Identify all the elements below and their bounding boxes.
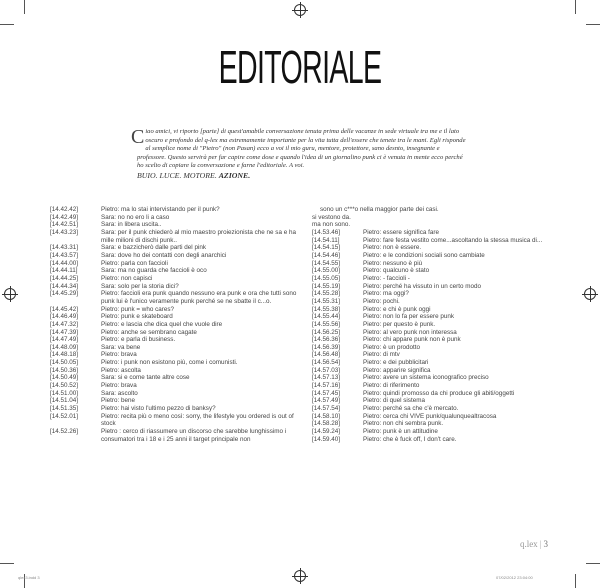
chat-line <box>312 329 544 337</box>
chat-line <box>50 344 308 352</box>
footer-brand: q.lex <box>519 539 538 549</box>
chat-message: Pietro: di quel sistema <box>363 397 425 405</box>
chat-timestamp: [14.54.15] <box>312 244 341 252</box>
chat-line <box>50 351 308 359</box>
chat-line <box>50 367 308 375</box>
crop-mark <box>24 0 25 14</box>
chat-line <box>312 374 544 382</box>
continued-text <box>312 206 544 229</box>
crop-mark <box>0 24 14 25</box>
chat-timestamp: [14.45.42] <box>50 305 79 313</box>
chat-message: Sara: in libera uscita.. <box>101 221 162 229</box>
chat-timestamp: [14.50.36] <box>50 366 79 374</box>
chat-message: Pietro: apparire significa <box>363 366 431 374</box>
chat-message: Pietro: e parla di business. <box>101 336 176 344</box>
chat-line <box>50 206 308 214</box>
chat-timestamp: [14.48.18] <box>50 351 79 359</box>
chat-line <box>312 397 544 405</box>
chat-timestamp: [14.45.29] <box>50 290 79 298</box>
chat-line <box>50 382 308 390</box>
chat-line <box>50 306 308 314</box>
chat-line <box>312 336 544 344</box>
chat-line <box>312 283 544 291</box>
chat-timestamp: [14.44.25] <box>50 274 79 282</box>
chat-line <box>50 244 308 252</box>
chat-timestamp: [14.52.26] <box>50 428 79 436</box>
chat-message: Pietro: recita più o meno così: sorry, the lifestyle you ordered is out of stock <box>101 412 294 428</box>
chat-line <box>50 359 308 367</box>
chat-timestamp: [14.48.09] <box>50 343 79 351</box>
chat-line <box>312 237 544 245</box>
crop-mark <box>575 0 576 14</box>
chat-line <box>312 436 544 444</box>
chat-line <box>50 252 308 260</box>
chat-timestamp: [14.55.00] <box>312 267 341 275</box>
chat-timestamp: [14.42.49] <box>50 213 79 221</box>
chat-line <box>312 359 544 367</box>
page-footer <box>520 539 548 549</box>
chat-timestamp: [14.44.34] <box>50 282 79 290</box>
chat-timestamp: [14.54.11] <box>312 236 340 244</box>
chat-timestamp: [14.50.52] <box>50 382 79 390</box>
chat-message: Pietro: essere significa fare <box>363 228 439 236</box>
chat-message: Pietro: hai visto l'ultimo pezzo di banksy? <box>101 405 216 413</box>
chat-timestamp: [14.54.55] <box>312 259 341 267</box>
chat-line <box>50 413 308 428</box>
chat-line <box>50 374 308 382</box>
chat-message: Pietro: - faccioli - <box>363 274 410 282</box>
crop-mark <box>586 24 600 25</box>
registration-mark-icon <box>294 570 306 582</box>
chat-timestamp: [14.58.10] <box>312 412 341 420</box>
chat-message: Pietro: non lo fa per essere punk <box>363 313 455 321</box>
chat-timestamp: [14.43.31] <box>50 244 79 252</box>
chat-timestamp: [14.47.49] <box>50 336 79 344</box>
drop-cap: C <box>131 126 145 148</box>
intro-paragraph <box>131 126 467 181</box>
chat-line <box>312 252 544 260</box>
chat-timestamp: [14.56.36] <box>312 336 341 344</box>
chat-message: Pietro: qualcuno è stato <box>363 267 430 275</box>
chat-line <box>50 428 308 443</box>
chat-timestamp: [14.57.45] <box>312 389 341 397</box>
chat-message: Pietro: è un prodotto <box>363 343 421 351</box>
chat-timestamp: [14.59.40] <box>312 435 341 443</box>
chat-line <box>312 313 544 321</box>
chat-message: Pietro: nessuno è più <box>363 259 423 267</box>
chat-message: Sara: va bene <box>101 343 141 351</box>
chat-timestamp: [14.57.16] <box>312 382 341 390</box>
chat-message: Sara: solo per la storia dici? <box>101 282 179 290</box>
chat-message: Pietro: punk è un attitudine <box>363 428 438 436</box>
chat-message: Pietro: non capisci <box>101 274 153 282</box>
chat-message: Pietro: non chi sembra punk. <box>363 420 444 428</box>
chat-timestamp: [14.50.05] <box>50 359 79 367</box>
chat-line <box>50 260 308 268</box>
chat-message: Pietro: brava <box>101 351 137 359</box>
chat-line <box>312 382 544 390</box>
chat-line <box>312 275 544 283</box>
chat-timestamp: [14.56.25] <box>312 328 341 336</box>
chat-message: Pietro: ascolta <box>101 366 141 374</box>
chat-timestamp: [14.51.35] <box>50 405 79 413</box>
chat-line <box>312 367 544 375</box>
chat-message: Pietro: cerca chi VIVE punk/qualunquealtracosa <box>363 412 497 420</box>
chat-line <box>312 229 544 237</box>
chat-message: Pietro: avere un sistema iconografico preciso <box>363 374 489 382</box>
chat-message: Pietro: fare festa vestito come...ascoltando la stessa musica di... <box>363 236 543 244</box>
chat-timestamp: [14.46.49] <box>50 313 79 321</box>
chat-timestamp: [14.44.11] <box>50 267 78 275</box>
chat-message: Pietro: e dei pubblicitari <box>363 359 429 367</box>
chat-message: Pietro: punk e skateboard <box>101 313 173 321</box>
chat-timestamp: [14.56.48] <box>312 351 341 359</box>
chat-line <box>312 244 544 252</box>
chat-message: Sara: si e come tante altre cose <box>101 374 190 382</box>
chat-timestamp: [14.47.39] <box>50 328 79 336</box>
chat-message: Sara: dove ho dei contatti con degli anarchici <box>101 251 227 259</box>
intro-tagline <box>137 172 467 181</box>
slug-left: qlex3.indd 3 <box>18 575 40 580</box>
chat-message: Pietro: e chi è punk oggi <box>363 305 431 313</box>
chat-timestamp: [14.42.51] <box>50 221 79 229</box>
chat-line <box>312 390 544 398</box>
crop-mark <box>575 574 576 588</box>
chat-line <box>50 283 308 291</box>
chat-line <box>312 405 544 413</box>
chat-timestamp: [14.55.56] <box>312 320 341 328</box>
chat-message: Sara: ascolto <box>101 389 138 397</box>
chat-line <box>50 329 308 337</box>
chat-line <box>312 267 544 275</box>
chat-message: Pietro: chi appare punk non è punk <box>363 336 461 344</box>
chat-message: Pietro: perché sa che c'è mercato. <box>363 405 459 413</box>
chat-timestamp: [14.57.54] <box>312 405 341 413</box>
chat-message: Sara: e bazzicherò dalle parti del pink <box>101 244 207 252</box>
chat-message: Pietro: parla con faccioli <box>101 259 168 267</box>
chat-line <box>312 420 544 428</box>
chat-message: Pietro: bene <box>101 397 135 405</box>
chat-message: Pietro: quindi promosso da chi produce gli abiti/oggetti <box>363 389 515 397</box>
chat-message: Pietro: al vero punk non interessa <box>363 328 457 336</box>
chat-line <box>50 229 308 244</box>
chat-timestamp: [14.51.04] <box>50 397 79 405</box>
tagline-a: BUIO. LUCE. MOTORE. <box>137 170 217 180</box>
chat-timestamp: [14.43.57] <box>50 251 79 259</box>
chat-line <box>312 351 544 359</box>
chat-message: Pietro : cerco di riassumere un discorso che sarebbe lunghissimo i consumatori tra i 18 e i 25 anni il target principale non <box>101 428 287 443</box>
chat-line <box>312 428 544 436</box>
chat-line <box>312 413 544 421</box>
page-number: 3 <box>543 539 548 549</box>
chat-message: Pietro: perché ha vissuto in un certo modo <box>363 282 481 290</box>
chat-message: Pietro: ma oggi? <box>363 290 409 298</box>
chat-timestamp: [14.59.24] <box>312 428 341 436</box>
chat-message: Pietro: ma lo stai intervistando per il punk? <box>101 206 220 213</box>
chat-line <box>312 260 544 268</box>
chat-timestamp: [14.50.49] <box>50 374 79 382</box>
chat-timestamp: [14.43.23] <box>50 228 79 236</box>
chat-timestamp: [14.56.54] <box>312 359 341 367</box>
footer-separator: | <box>539 539 542 549</box>
chat-line <box>50 390 308 398</box>
continued-text-line: si vestono da. <box>312 213 351 221</box>
intro-text: iao amici, vi riporto [parte] di quest'amabile conversazione tenuta prima delle vacanze in sede virtuale tra me e il lato oscuro e profondo del q-lex ma estremamente importante per la vita tutta dell'essere che tenete tra le mani. Egli risponde al semplice nome di "Pietro" (non Pasan) ecco a voi il mio guru, mentore, protettore, sano desnto, insegnante e professore. Questo servirà per far capire come dose e quando l'idea di un giornalino punk ci è venuta in mente ecco perché ho scelto di copiare la conversazione e farne l'editoriale. A voi. <box>137 128 466 170</box>
chat-line <box>312 290 544 298</box>
chat-timestamp: [14.47.32] <box>50 320 79 328</box>
chat-timestamp: [14.44.00] <box>50 259 79 267</box>
chat-line <box>50 313 308 321</box>
page-title: EDITORIALE <box>218 41 382 93</box>
chat-line <box>312 344 544 352</box>
chat-message: Pietro: che è fuck off, I don't care. <box>363 435 457 443</box>
chat-timestamp: [14.52.01] <box>50 412 79 420</box>
chat-timestamp: [14.55.44] <box>312 313 341 321</box>
chat-line <box>50 275 308 283</box>
chat-message: Pietro: di riferimento <box>363 382 420 390</box>
chat-lines-right <box>312 229 544 443</box>
chat-timestamp: [14.55.19] <box>312 282 341 290</box>
continued-text-line: sono un c***o nella maggior parte dei casi. <box>320 206 439 213</box>
chat-message: Pietro: non è essere. <box>363 244 422 252</box>
chat-message: Pietro: e le condizioni sociali sono cambiate <box>363 251 485 259</box>
registration-mark-icon <box>584 288 596 300</box>
chat-line <box>50 290 308 305</box>
chat-line <box>50 221 308 229</box>
chat-message: Sara: no no ero li a caso <box>101 213 170 221</box>
crop-mark <box>0 563 14 564</box>
chat-timestamp: [14.51.00] <box>50 389 79 397</box>
chat-timestamp: [14.57.03] <box>312 366 341 374</box>
registration-mark-icon <box>294 4 306 16</box>
registration-mark-icon <box>4 288 16 300</box>
chat-line <box>312 306 544 314</box>
chat-message: Pietro: pochi. <box>363 297 400 305</box>
chat-column-left <box>50 206 308 443</box>
chat-timestamp: [14.56.39] <box>312 343 341 351</box>
chat-timestamp: [14.57.49] <box>312 397 341 405</box>
chat-column-right <box>312 206 544 443</box>
chat-message: Sara: ma no guarda che faccioli è oco <box>101 267 207 275</box>
chat-message: Pietro: brava <box>101 382 137 390</box>
chat-line <box>50 321 308 329</box>
chat-message: Sara: per il punk chiederò al mio maestro proiezionista che ne sa e ha mille milioni di dischi punk.. <box>101 228 296 244</box>
chat-timestamp: [14.42.42] <box>50 206 79 213</box>
chat-timestamp: [14.55.31] <box>312 297 341 305</box>
chat-line <box>312 321 544 329</box>
chat-timestamp: [14.55.28] <box>312 290 341 298</box>
chat-line <box>50 336 308 344</box>
crop-mark <box>586 563 600 564</box>
chat-timestamp: [14.55.38] <box>312 305 341 313</box>
chat-line <box>50 397 308 405</box>
continued-text-line: ma non sono. <box>312 221 351 229</box>
chat-message: Pietro: i punk non esistono più, come i comunisti. <box>101 359 238 367</box>
chat-timestamp: [14.55.05] <box>312 274 341 282</box>
chat-line <box>50 267 308 275</box>
chat-timestamp: [14.57.13] <box>312 374 341 382</box>
chat-message: Pietro: faccioli era punk quando nessuno era punk e ora che tutti sono punk lui è l'unico veramente punk perché se ne sbatte il c...o. <box>101 290 297 305</box>
chat-timestamp: [14.53.46] <box>312 228 341 236</box>
chat-line <box>312 298 544 306</box>
chat-line <box>50 214 308 222</box>
chat-timestamp: [14.54.46] <box>312 251 341 259</box>
slug-right: 07/02/2012 23:04:00 <box>496 575 533 580</box>
chat-message: Pietro: punk = who cares? <box>101 305 174 313</box>
chat-message: Pietro: di mtv <box>363 351 400 359</box>
chat-message: Pietro: e lascia che dica quel che vuole dire <box>101 320 223 328</box>
chat-timestamp: [14.58.28] <box>312 420 341 428</box>
tagline-b: AZIONE. <box>218 170 251 180</box>
chat-line <box>50 405 308 413</box>
chat-message: Pietro: per questo è punk. <box>363 320 436 328</box>
chat-message: Pietro: anche se sembrano cagate <box>101 328 197 336</box>
